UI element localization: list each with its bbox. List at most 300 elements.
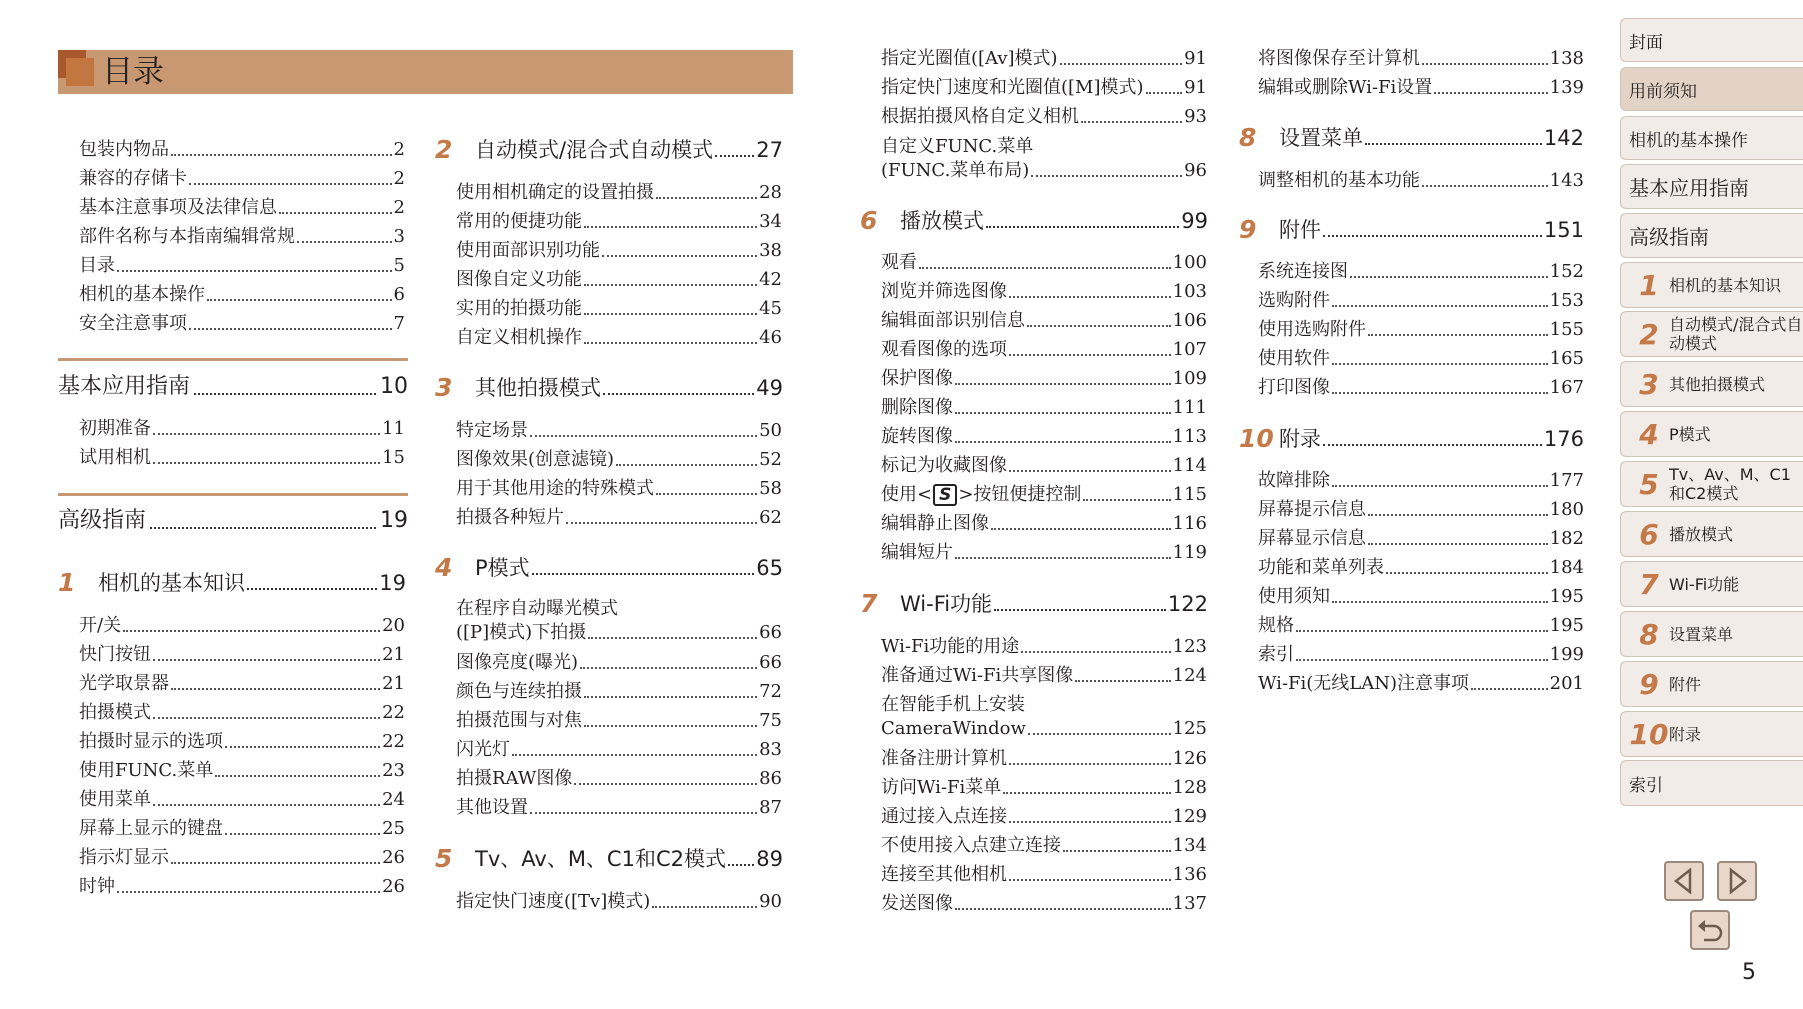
toc-entry[interactable] [881, 455, 1207, 477]
toc-entry-page: 167 [1549, 377, 1584, 398]
toc-entry[interactable] [1258, 615, 1584, 637]
toc-entry[interactable] [1258, 290, 1584, 312]
leader-dots [588, 637, 757, 639]
toc-entry-page: 28 [759, 182, 782, 203]
chapter-number: 8 [1239, 123, 1257, 152]
toc-entry-title: 编辑或删除Wi-Fi设置 [1258, 77, 1433, 98]
toc-entry-page: 46 [759, 327, 782, 348]
leader-dots [1027, 325, 1171, 327]
leader-dots [1422, 63, 1548, 65]
toc-entry[interactable] [79, 139, 405, 161]
toc-entry-title: 在智能手机上安装 [881, 694, 1025, 715]
toc-entry[interactable] [1258, 644, 1584, 666]
toc-entry[interactable] [456, 269, 782, 291]
toc-entry-page: 66 [759, 622, 782, 643]
toc-entry[interactable] [456, 891, 782, 913]
toc-entry-title: 拍摄模式 [79, 702, 151, 723]
leader-dots [225, 746, 380, 748]
toc-entry-title: 自定义FUNC.菜单 [881, 136, 1034, 157]
tab-chapter-6[interactable] [1620, 511, 1803, 557]
toc-entry-title: 指示灯显示 [79, 847, 169, 868]
toc-entry-title: 使用FUNC.菜单 [79, 760, 214, 781]
toc-entry-page: 199 [1549, 644, 1584, 665]
toc-entry[interactable] [1258, 528, 1584, 550]
toc-entry[interactable] [79, 760, 405, 782]
leader-dots [1368, 514, 1548, 516]
toc-entry[interactable] [1258, 48, 1584, 70]
chapter-title: Tv、Av、M、C1和C2模式 [475, 847, 726, 871]
toc-entry[interactable] [456, 211, 782, 233]
toc-entry[interactable] [79, 255, 405, 277]
leader-dots [247, 588, 377, 590]
toc-entry[interactable] [456, 681, 782, 703]
toc-entry[interactable] [456, 327, 782, 349]
toc-entry[interactable] [881, 542, 1207, 564]
toc-entry-title: 不使用接入点建立连接 [881, 835, 1061, 856]
chapter-number: 9 [1239, 215, 1257, 244]
page-title: 目录 [102, 54, 164, 90]
leader-dots [189, 328, 392, 330]
toc-entry[interactable] [881, 281, 1207, 303]
toc-entry-page: 26 [382, 876, 405, 897]
toc-entry-page: 50 [759, 420, 782, 441]
toc-entry[interactable] [881, 864, 1207, 886]
toc-entry[interactable] [881, 397, 1207, 419]
toc-entry-page: 143 [1549, 170, 1584, 191]
chapter-title: 设置菜单 [1279, 126, 1363, 150]
toc-entry[interactable] [79, 847, 405, 869]
toc-entry-page: 100 [1172, 252, 1207, 273]
section-divider [58, 358, 408, 361]
toc-entry-page: 22 [382, 731, 405, 752]
leader-dots [153, 462, 380, 464]
toc-entry-page: 21 [382, 644, 405, 665]
toc-entry[interactable] [456, 797, 782, 819]
toc-entry[interactable] [881, 777, 1207, 799]
toc-entry-page: 2 [393, 197, 405, 218]
toc-entry[interactable] [1258, 77, 1584, 99]
tab-15[interactable] [1620, 760, 1803, 806]
toc-entry-title: 指定快门速度([Tv]模式) [456, 891, 651, 912]
tab-label: 高级指南 [1629, 225, 1709, 249]
toc-entry-title: 其他设置 [456, 797, 528, 818]
toc-entry-page: 6 [393, 284, 405, 305]
toc-entry-title: 相机的基本操作 [79, 284, 205, 305]
toc-entry[interactable] [79, 313, 405, 335]
leader-dots [584, 342, 757, 344]
toc-entry[interactable] [79, 702, 405, 724]
toc-entry-page: 155 [1549, 319, 1584, 340]
toc-entry[interactable] [1258, 319, 1584, 341]
toc-entry[interactable] [79, 876, 405, 898]
section-basic-guide[interactable] [58, 373, 408, 401]
chapter-page: 49 [756, 376, 783, 400]
toc-entry-page: 201 [1549, 673, 1584, 694]
toc-entry[interactable] [881, 48, 1207, 70]
chapter-heading[interactable] [1239, 125, 1584, 151]
toc-entry[interactable] [881, 665, 1207, 687]
toc-entry-page: 180 [1549, 499, 1584, 520]
toc-entry-page: 21 [382, 673, 405, 694]
tab-label: 附录 [1669, 724, 1702, 744]
tab-label: 索引 [1629, 775, 1663, 796]
tab-chapter-number: 5 [1639, 467, 1659, 501]
toc-entry[interactable] [79, 644, 405, 666]
toc-entry[interactable] [881, 893, 1207, 915]
leader-dots [955, 557, 1171, 559]
tab-chapter-1[interactable] [1620, 262, 1803, 308]
leader-dots [153, 804, 380, 806]
toc-entry-title: 屏幕提示信息 [1258, 499, 1366, 520]
toc-entry[interactable] [881, 106, 1207, 128]
toc-entry-title: 拍摄RAW图像 [456, 768, 573, 789]
toc-entry-line1[interactable] [881, 694, 1207, 716]
chapter-heading[interactable] [435, 137, 783, 163]
toc-entry-page: 107 [1172, 339, 1207, 360]
chapter-title: 附件 [1279, 218, 1321, 242]
toc-entry-title: 时钟 [79, 876, 115, 897]
tab-2[interactable] [1620, 116, 1803, 160]
toc-entry-page: 90 [759, 891, 782, 912]
tab-chapter-number: 8 [1639, 617, 1659, 651]
toc-entry[interactable] [881, 513, 1207, 535]
toc-entry-page: 25 [382, 818, 405, 839]
toc-entry-page: 45 [759, 298, 782, 319]
leader-dots [656, 493, 757, 495]
toc-entry-line1[interactable] [881, 136, 1207, 158]
leader-dots [123, 630, 380, 632]
toc-entry-page: 184 [1549, 557, 1584, 578]
toc-entry-page: 113 [1172, 426, 1207, 447]
toc-entry-title: 特定场景 [456, 420, 528, 441]
leader-dots [1365, 143, 1542, 145]
chapter-heading[interactable] [1239, 426, 1584, 452]
toc-entry-title: CameraWindow [881, 718, 1026, 739]
toc-entry[interactable] [881, 718, 1207, 740]
chapter-heading[interactable] [860, 591, 1208, 617]
toc-entry[interactable] [456, 240, 782, 262]
toc-entry[interactable] [1258, 261, 1584, 283]
chapter-title: Wi-Fi功能 [900, 592, 993, 616]
leader-dots [1009, 354, 1171, 356]
toc-entry-page: 34 [759, 211, 782, 232]
next-page-button[interactable] [1717, 861, 1757, 901]
leader-dots [715, 155, 754, 157]
toc-entry-page: 116 [1172, 513, 1207, 534]
leader-dots [1368, 334, 1548, 336]
toc-entry-page: 87 [759, 797, 782, 818]
toc-entry[interactable] [881, 835, 1207, 857]
toc-entry[interactable] [79, 731, 405, 753]
toc-entry-title: 将图像保存至计算机 [1258, 48, 1420, 69]
tab-label: 封面 [1629, 32, 1663, 53]
toc-entry-title: 拍摄时显示的选项 [79, 731, 223, 752]
toc-entry[interactable] [881, 748, 1207, 770]
toc-entry[interactable] [456, 182, 782, 204]
leader-dots [1075, 680, 1170, 682]
toc-entry-line1[interactable] [456, 598, 782, 620]
toc-entry-title: 使用相机确定的设置拍摄 [456, 182, 654, 203]
toc-entry-page: 115 [1172, 484, 1207, 505]
toc-entry-title: 发送图像 [881, 893, 953, 914]
toc-entry-title: 旋转图像 [881, 426, 953, 447]
toc-entry[interactable] [881, 339, 1207, 361]
section-advanced-guide[interactable] [58, 507, 408, 535]
back-button[interactable] [1690, 910, 1730, 950]
leader-dots [584, 696, 757, 698]
toc-entry-page: 152 [1549, 261, 1584, 282]
toc-entry-title: 目录 [79, 255, 115, 276]
leader-dots [153, 717, 380, 719]
toc-entry[interactable] [881, 484, 1207, 506]
tab-chapter-3[interactable] [1620, 361, 1803, 407]
shortcut-button-icon: S [933, 484, 957, 506]
toc-entry[interactable] [881, 77, 1207, 99]
toc-entry-title: 规格 [1258, 615, 1294, 636]
leader-dots [1296, 659, 1548, 661]
leader-dots [1009, 763, 1171, 765]
toc-entry-page: 137 [1172, 893, 1207, 914]
chapter-title: P模式 [475, 556, 530, 580]
toc-entry-page: 7 [393, 313, 405, 334]
leader-dots [530, 435, 757, 437]
toc-entry-title: 拍摄范围与对焦 [456, 710, 582, 731]
toc-entry-title: 使用菜单 [79, 789, 151, 810]
toc-entry[interactable] [456, 652, 782, 674]
toc-entry-title: 部件名称与本指南编辑常规 [79, 226, 295, 247]
toc-entry-page: 91 [1184, 77, 1207, 98]
toc-entry-title: 使用须知 [1258, 586, 1330, 607]
toc-entry-title: 初期准备 [79, 418, 151, 439]
toc-entry[interactable] [456, 507, 782, 529]
toc-entry-title: 图像效果(创意滤镜) [456, 449, 615, 470]
tab-1[interactable] [1620, 67, 1803, 111]
toc-entry-title: 使用软件 [1258, 348, 1330, 369]
toc-entry-title: 兼容的存储卡 [79, 168, 187, 189]
arrow-left-icon [1666, 863, 1702, 899]
toc-entry-page: 128 [1172, 777, 1207, 798]
toc-entry-page: 5 [393, 255, 405, 276]
chapter-heading[interactable] [435, 846, 783, 872]
tab-chapter-4[interactable] [1620, 411, 1803, 457]
chapter-title: 附录 [1279, 427, 1321, 451]
chapter-title: 播放模式 [900, 209, 984, 233]
chapter-title: 其他拍摄模式 [475, 376, 601, 400]
leader-dots [994, 609, 1166, 611]
toc-entry[interactable] [456, 768, 782, 790]
toc-entry-page: 125 [1172, 718, 1207, 739]
leader-dots [603, 393, 754, 395]
leader-dots [1081, 121, 1182, 123]
toc-entry-page: 96 [1184, 160, 1207, 181]
chapter-page: 89 [756, 847, 783, 871]
toc-entry[interactable] [1258, 557, 1584, 579]
leader-dots [1060, 63, 1183, 65]
toc-entry-page: 136 [1172, 864, 1207, 885]
toc-entry-page: 119 [1172, 542, 1207, 563]
leader-dots [225, 833, 380, 835]
toc-entry-title: 系统连接图 [1258, 261, 1348, 282]
toc-entry[interactable] [1258, 470, 1584, 492]
leader-dots [117, 270, 392, 272]
toc-entry-page: 42 [759, 269, 782, 290]
toc-entry-title: 准备注册计算机 [881, 748, 1007, 769]
chapter-page: 27 [756, 138, 783, 162]
arrow-right-icon [1719, 863, 1755, 899]
page-title-bar [58, 50, 793, 94]
toc-entry-title: 常用的便捷功能 [456, 211, 582, 232]
toc-entry-title: 指定快门速度和光圈值([M]模式) [881, 77, 1144, 98]
toc-entry[interactable] [1258, 170, 1584, 192]
toc-entry[interactable] [881, 310, 1207, 332]
toc-entry-page: 126 [1172, 748, 1207, 769]
chapter-title: 自动模式/混合式自动模式 [475, 138, 714, 162]
toc-entry[interactable] [456, 449, 782, 471]
tab-chapter-7[interactable] [1620, 561, 1803, 607]
toc-entry-page: 38 [759, 240, 782, 261]
leader-dots [194, 393, 376, 395]
chapter-heading[interactable] [1239, 217, 1584, 243]
section-page: 10 [380, 374, 408, 399]
toc-entry-page: 66 [759, 652, 782, 673]
toc-entry-page: 138 [1549, 48, 1584, 69]
toc-entry[interactable] [881, 636, 1207, 658]
leader-dots [1009, 296, 1171, 298]
toc-entry-page: 106 [1172, 310, 1207, 331]
tab-4[interactable] [1620, 213, 1803, 258]
title-marker-inner [66, 58, 94, 86]
chapter-heading[interactable] [58, 570, 406, 596]
chapter-page: 142 [1543, 126, 1584, 150]
tab-label: 相机的基本操作 [1629, 130, 1748, 151]
chapter-heading[interactable] [435, 375, 783, 401]
toc-entry-title: 观看图像的选项 [881, 339, 1007, 360]
toc-entry[interactable] [456, 622, 782, 644]
tab-chapter-10[interactable] [1620, 711, 1803, 757]
toc-entry-title: 包装内物品 [79, 139, 169, 160]
toc-entry-title: 选购附件 [1258, 290, 1330, 311]
toc-entry[interactable] [881, 368, 1207, 390]
toc-entry[interactable] [79, 197, 405, 219]
prev-page-button[interactable] [1664, 861, 1704, 901]
toc-entry-page: 2 [393, 139, 405, 160]
toc-entry-page: 83 [759, 739, 782, 760]
toc-entry[interactable] [1258, 673, 1584, 695]
leader-dots [1422, 185, 1548, 187]
leader-dots [955, 383, 1171, 385]
toc-entry-title: 通过接入点连接 [881, 806, 1007, 827]
leader-dots [1021, 651, 1170, 653]
leader-dots [1471, 688, 1548, 690]
leader-dots [1296, 630, 1548, 632]
tab-chapter-9[interactable] [1620, 661, 1803, 707]
section-page: 19 [380, 508, 408, 533]
chapter-page: 122 [1167, 592, 1208, 616]
toc-entry[interactable] [79, 418, 405, 440]
chapter-number: 3 [435, 373, 453, 402]
toc-entry[interactable] [79, 673, 405, 695]
leader-dots [1063, 850, 1171, 852]
leader-dots [919, 267, 1171, 269]
toc-entry[interactable] [79, 226, 405, 248]
leader-dots [1323, 235, 1542, 237]
tab-label: 其他拍摄模式 [1669, 374, 1766, 394]
toc-entry-title: 图像自定义功能 [456, 269, 582, 290]
tab-chapter-8[interactable] [1620, 611, 1803, 657]
leader-dots [584, 284, 757, 286]
toc-entry[interactable] [1258, 499, 1584, 521]
toc-entry[interactable] [79, 615, 405, 637]
chapter-heading[interactable] [435, 555, 783, 581]
chapter-page: 176 [1543, 427, 1584, 451]
tab-chapter-5[interactable] [1620, 461, 1803, 507]
toc-entry-title: 访问Wi-Fi菜单 [881, 777, 1002, 798]
toc-entry-page: 182 [1549, 528, 1584, 549]
toc-entry[interactable] [881, 806, 1207, 828]
toc-entry[interactable] [1258, 348, 1584, 370]
leader-dots [512, 754, 757, 756]
chapter-page: 151 [1543, 218, 1584, 242]
toc-entry-title: 保护图像 [881, 368, 953, 389]
toc-entry[interactable] [79, 168, 405, 190]
tab-chapter-number: 2 [1639, 317, 1659, 351]
leader-dots [728, 864, 754, 866]
toc-entry-title: 开/关 [79, 615, 122, 636]
leader-dots [117, 891, 380, 893]
toc-entry-page: 11 [382, 418, 405, 439]
leader-dots [566, 522, 757, 524]
toc-entry-title: 删除图像 [881, 397, 953, 418]
toc-entry[interactable] [881, 252, 1207, 274]
toc-entry-page: 103 [1172, 281, 1207, 302]
tab-chapter-2[interactable] [1620, 311, 1803, 357]
toc-entry-page: 26 [382, 847, 405, 868]
toc-entry[interactable] [881, 160, 1207, 182]
leader-dots [986, 226, 1179, 228]
toc-entry[interactable] [456, 420, 782, 442]
toc-entry-title: 准备通过Wi-Fi共享图像 [881, 665, 1074, 686]
toc-entry-title: 光学取景器 [79, 673, 169, 694]
toc-entry[interactable] [79, 818, 405, 840]
tab-0[interactable] [1620, 18, 1803, 62]
toc-entry-page: 72 [759, 681, 782, 702]
toc-entry[interactable] [79, 789, 405, 811]
leader-dots [189, 183, 392, 185]
leader-dots [1009, 470, 1171, 472]
tab-3[interactable] [1620, 164, 1803, 209]
toc-entry-page: 165 [1549, 348, 1584, 369]
toc-entry[interactable] [456, 478, 782, 500]
toc-entry[interactable] [1258, 377, 1584, 399]
toc-entry-page: 23 [382, 760, 405, 781]
toc-entry[interactable] [79, 447, 405, 469]
chapter-number: 6 [860, 206, 878, 235]
toc-entry[interactable] [456, 739, 782, 761]
toc-entry-title: 快门按钮 [79, 644, 151, 665]
toc-entry[interactable] [881, 426, 1207, 448]
leader-dots [1009, 879, 1171, 881]
toc-entry[interactable] [1258, 586, 1584, 608]
toc-entry-title: ([P]模式)下拍摄 [456, 622, 587, 643]
toc-entry[interactable] [456, 710, 782, 732]
tab-label: 相机的基本知识 [1669, 275, 1782, 295]
toc-entry[interactable] [79, 284, 405, 306]
toc-entry-title: 浏览并筛选图像 [881, 281, 1007, 302]
leader-dots [1350, 276, 1548, 278]
chapter-heading[interactable] [860, 208, 1208, 234]
toc-entry[interactable] [456, 298, 782, 320]
toc-entry-page: 134 [1172, 835, 1207, 856]
